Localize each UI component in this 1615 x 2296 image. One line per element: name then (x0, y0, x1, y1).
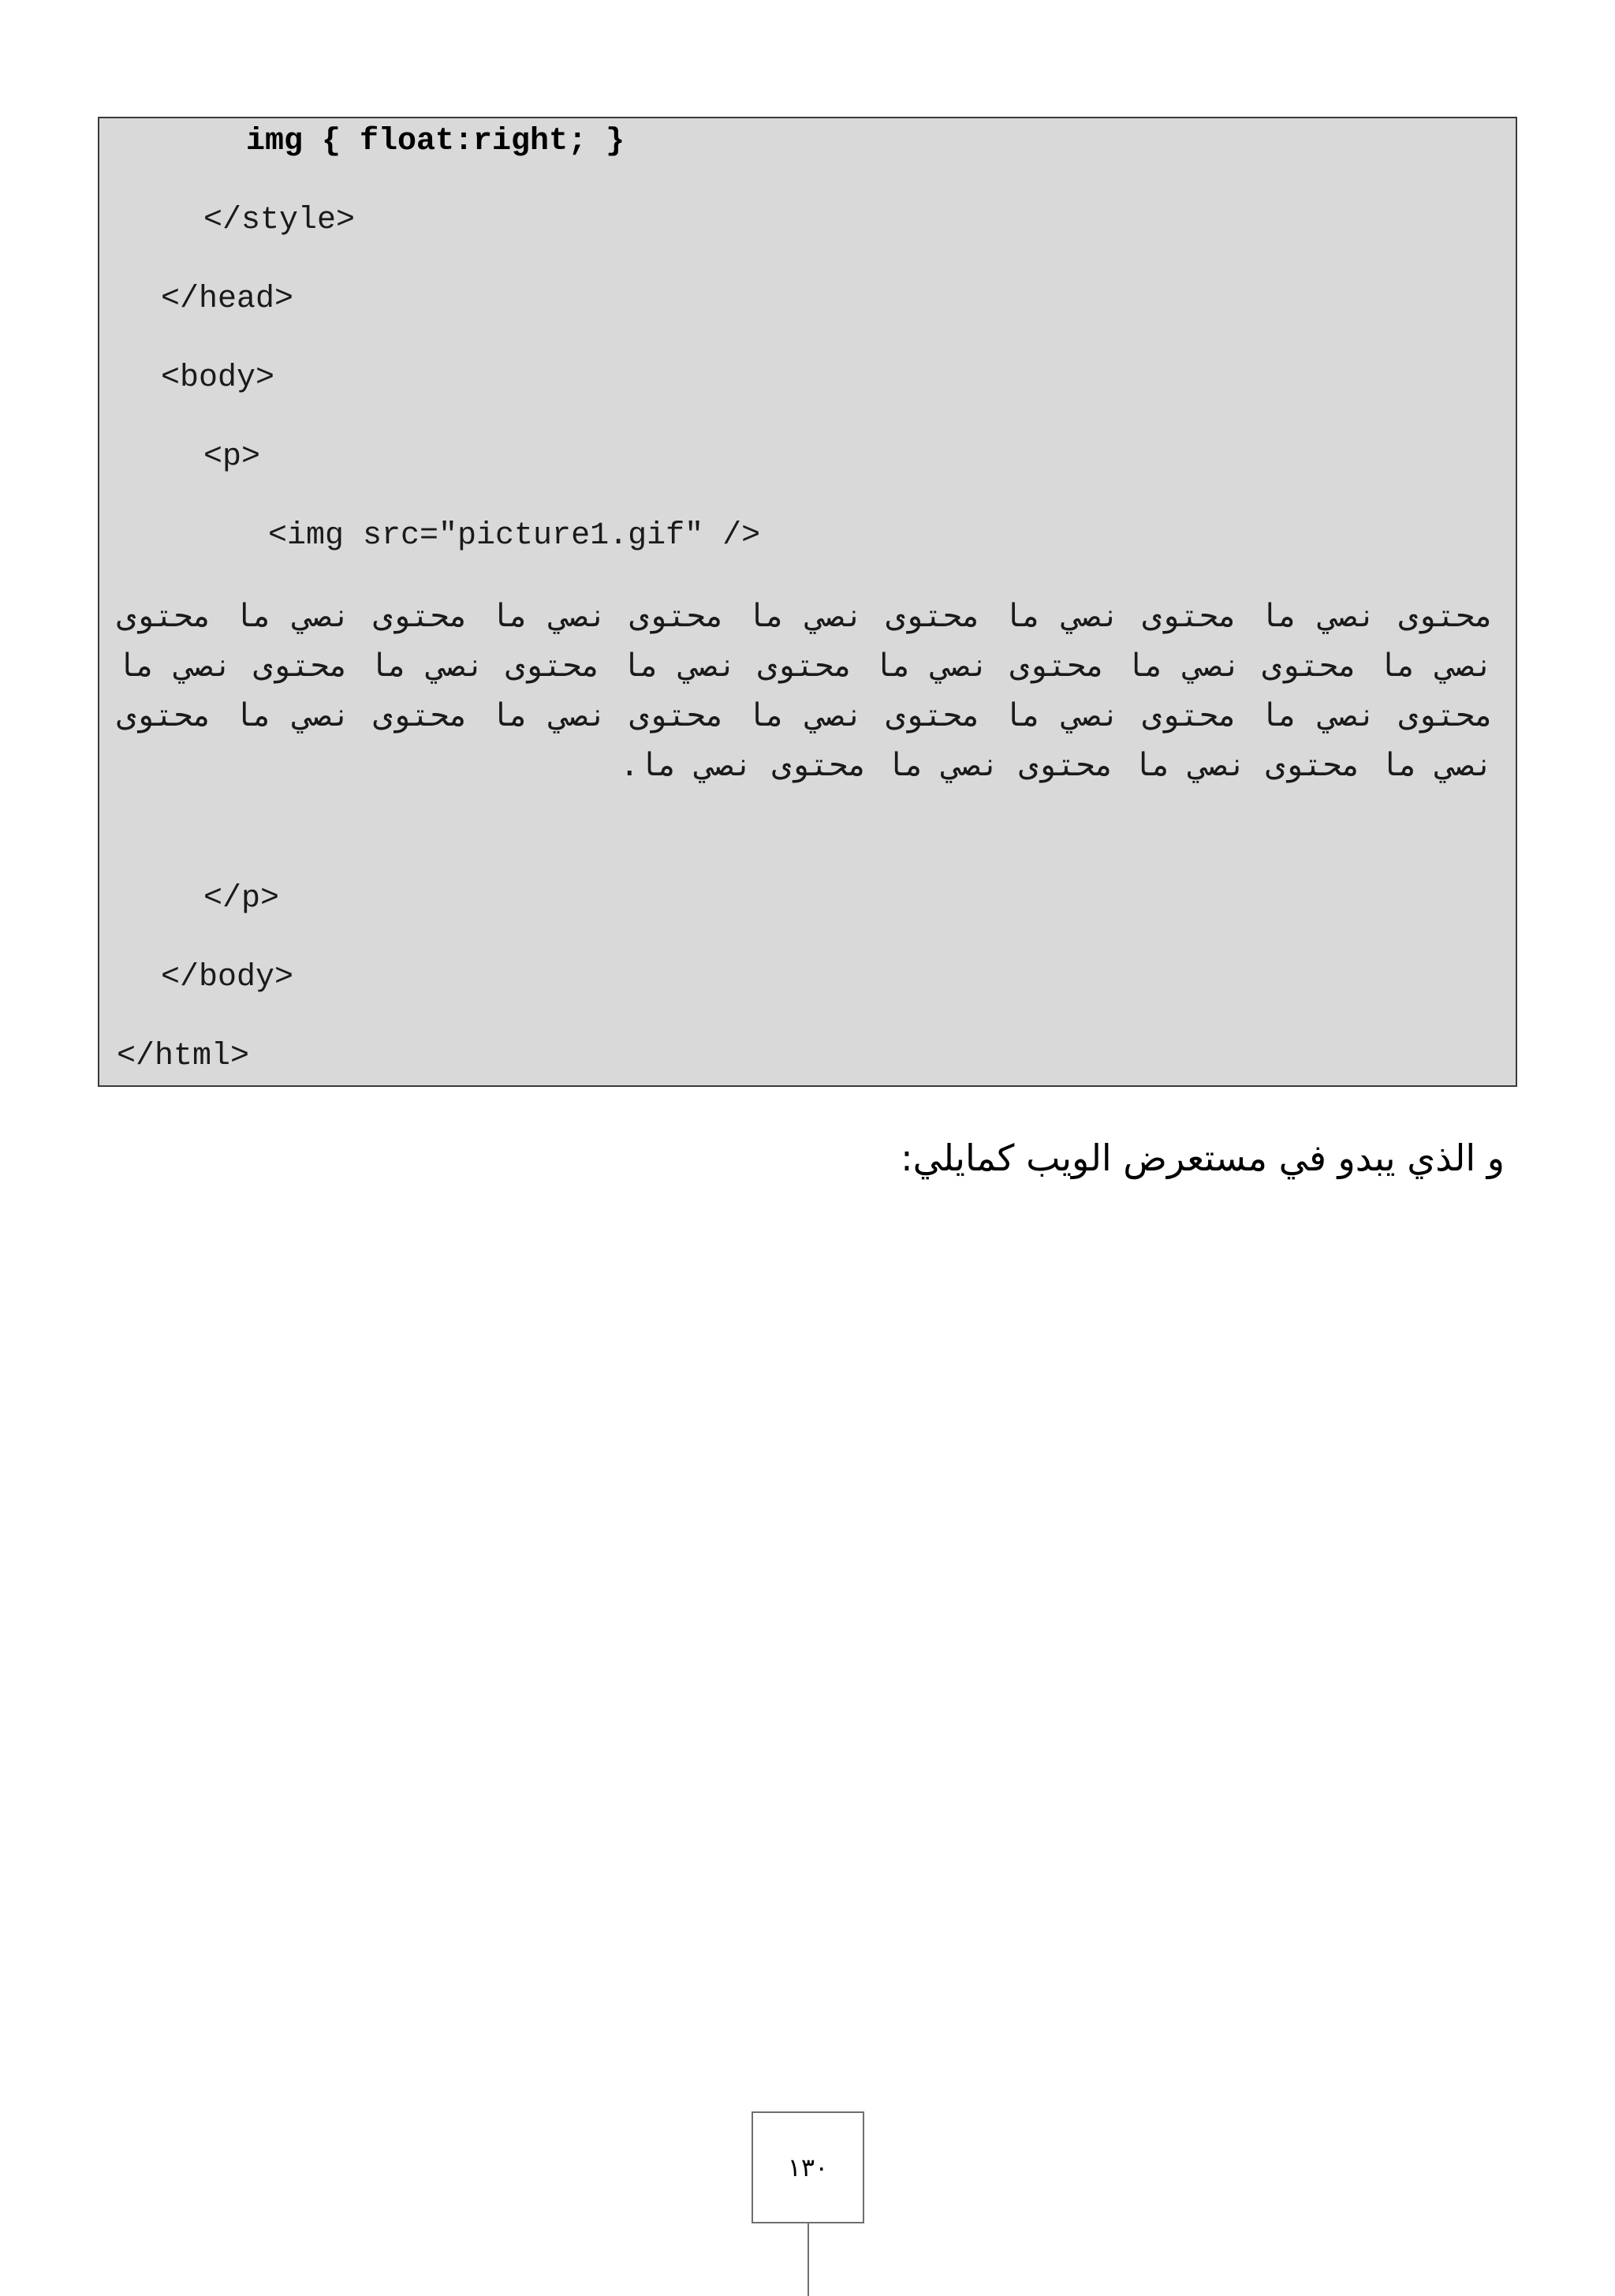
code-arabic-content: محتوى نصي ما محتوى نصي ما محتوى نصي ما محتوى نصي ما محتوى نصي ما محتوى نصي ما محتوى نصي ما محتوى نصي ما محتوى نصي ما محتوى نصي ما محتوى نصي ما محتوى نصي ما محتوى نصي ما محتوى نصي ما محتوى نصي ما محتوى نصي ما محتوى نصي ما محتوى نصي ما محتوى نصي ما محتوى نصي ما. (117, 598, 1494, 783)
code-line-img-rule: img { float:right; } (246, 124, 625, 159)
page-number: ١٣٠ (787, 2152, 829, 2182)
code-line-p-open: <p> (203, 439, 261, 475)
page-number-box (752, 2111, 864, 2223)
browser-output-caption: و الذي يبدو في مستعرض الويب كمايلي: (901, 1137, 1505, 1179)
code-line-style-close: </style> (203, 203, 356, 238)
code-line-img-tag: <img src="picture1.gif" /> (268, 518, 761, 554)
code-line-html-close: </html> (117, 1039, 250, 1074)
code-line-body-close: </body> (161, 960, 294, 995)
code-listing (98, 117, 1517, 1087)
page-number-stem (808, 2223, 809, 2296)
code-line-p-close: </p> (203, 881, 280, 917)
code-line-body-open: <body> (161, 360, 275, 396)
code-line-head-close: </head> (161, 282, 294, 317)
